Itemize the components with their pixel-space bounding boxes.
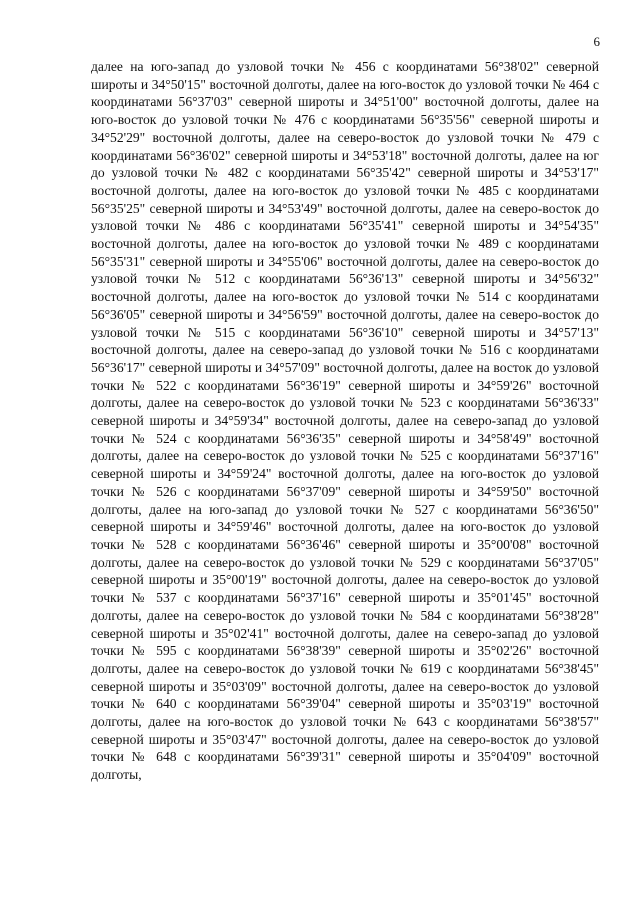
body-paragraph: далее на юго-запад до узловой точки № 456 с координатами 56°38'02" северной широты и 34°50'15" восточной долготы, далее на юго-восток до узловой точки № 464 с координатами 56°37'03" северной широты и 34°51'00" восточной долготы, далее на юго-восток до узловой точки № 476 с координатами 56°35'56" северной широты и 34°52'29" восточной долготы, далее на северо-восток до узловой точки № 479 с координатами 56°36'02" северной широты и 34°53'18" восточной долготы, далее на юг до узловой точки № 482 с координатами 56°35'42" северной широты и 34°53'17" восточной долготы, далее на юго-восток до узловой точки № 485 с координатами 56°35'25" северной широты и 34°53'49" восточной долготы, далее на северо-восток до узловой точки № 486 с координатами 56°35'41" северной широты и 34°54'35" восточной долготы, далее на юго-восток до узловой точки № 489 с координатами 56°35'31" северной широты и 34°55'06" восточной долготы, далее на северо-восток до узловой точки № 512 с координатами 56°36'13" северной широты и 34°56'32" восточной долготы, далее на юго-восток до узловой точки № 514 с координатами 56°36'05" северной широты и 34°56'59" восточной долготы, далее на северо-восток до узловой точки № 515 с координатами 56°36'10" северной широты и 34°57'13" восточной долготы, далее на северо-запад до узловой точки № 516 с координатами 56°36'17" северной широты и 34°57'09" восточной долготы, далее на восток до узловой точки № 522 с координатами 56°36'19" северной широты и 34°59'26" восточной долготы, далее на северо-восток до узловой точки № 523 с координатами 56°36'33" северной широты и 34°59'34" восточной долготы, далее на северо-запад до узловой точки № 524 с координатами 56°36'35" северной широты и 34°58'49" восточной долготы, далее на северо-восток до узловой точки № 525 с координатами 56°37'16" северной широты и 34°59'24" восточной долготы, далее на юго-восток до узловой точки № 526 с координатами 56°37'09" северной широты и 34°59'50" восточной долготы, далее на юго-запад до узловой точки № 527 с координатами 56°36'50" северной широты и 34°59'46" восточной долготы, далее на юго-восток до узловой точки № 528 с координатами 56°36'46" северной широты и 35°00'08" восточной долготы, далее на северо-восток до узловой точки № 529 с координатами 56°37'05" северной широты и 35°00'19" восточной долготы, далее на северо-восток до узловой точки № 537 с координатами 56°37'16" северной широты и 35°01'45" восточной долготы, далее на северо-восток до узловой точки № 584 с координатами 56°38'28" северной широты и 35°02'41" восточной долготы, далее на северо-запад до узловой точки № 595 с координатами 56°38'39" северной широты и 35°02'26" восточной долготы, далее на северо-восток до узловой точки № 619 с координатами 56°38'45" северной широты и 35°03'09" восточной долготы, далее на северо-восток до узловой точки № 640 с координатами 56°39'04" северной широты и 35°03'19" восточной долготы, далее на юго-восток до узловой точки № 643 с координатами 56°38'57" северной широты и 35°03'47" восточной долготы, далее на северо-восток до узловой точки № 648 с координатами 56°39'31" северной широты и 35°04'09" восточной долготы,	[91, 59, 599, 783]
page-number: 6	[593, 34, 600, 49]
